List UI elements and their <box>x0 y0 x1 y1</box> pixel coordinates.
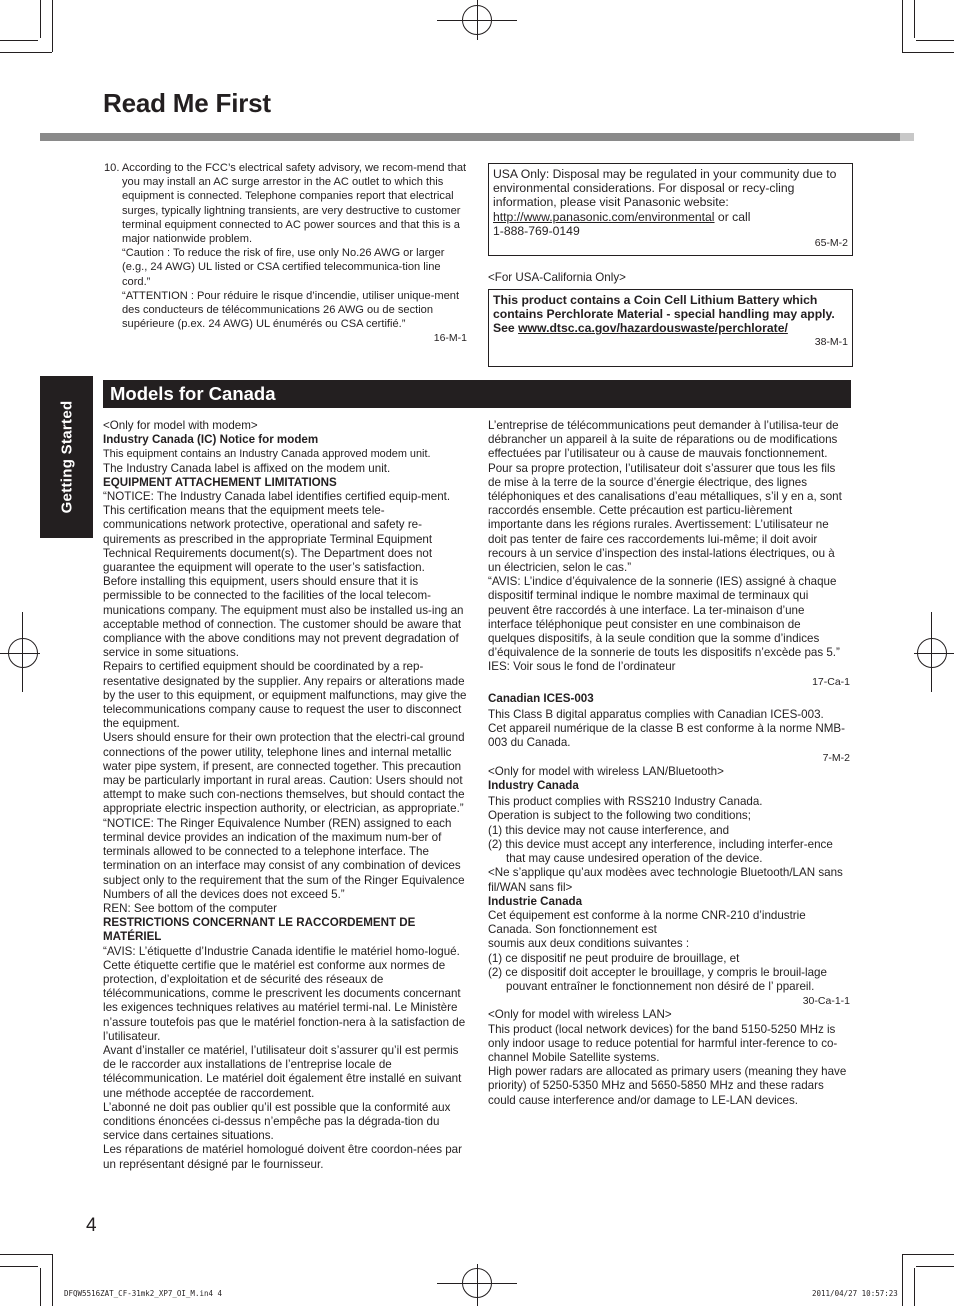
subheading: Canadian ICES-003 <box>488 691 594 705</box>
crop-mark <box>40 0 41 38</box>
paragraph: <Only for model with wireless LAN> <box>488 1008 672 1022</box>
subheading: Industry Canada <box>488 779 579 793</box>
registration-target <box>914 653 954 654</box>
usa-disposal-text: USA Only: Disposal may be regulated in your community due to environmental considerations. For disposal or recy-cling information, please visit Panasonic website: <box>493 167 837 210</box>
paragraph: soumis aux deux conditions suivantes : <box>488 937 690 951</box>
subheading: Industrie Canada <box>488 894 583 908</box>
fcc-advisory <box>104 161 467 346</box>
paragraph: “AVIS: L’indice d’équivalence de la sonnerie (IES) assigné à chaque dispositif terminal indique le nombre maximal de terminaux qui peuvent être raccordés à une interface. La ter-minaison d’une interface téléphonique peut consister en une combinaison de quelques dispositifs, à la seule condition que la somme d’indices d’équivalence de la sonnerie de touts les dispositifs n’excède pas 5.” <box>488 575 840 660</box>
perchlorate-see: See <box>493 321 519 336</box>
registration-target <box>437 20 517 21</box>
subheading: RESTRICTIONS CONCERNANT LE RACCORDEMENT DE MATÉRIEL <box>103 916 416 944</box>
usa-phone: 1-888-769-0149 <box>493 223 580 238</box>
fcc-caution: “Caution : To reduce the risk of fire, use only No.26 AWG or larger (e.g., 24 AWG) UL listed or CSA certified telecommunica-tion line cord.” <box>122 247 445 288</box>
fcc-ref: 16-M-1 <box>433 332 467 345</box>
crop-mark <box>0 40 38 41</box>
numbered-condition: (1) ce dispositif ne peut produire de brouillage, et <box>488 951 740 965</box>
fcc-attention: “ATTENTION : Pour réduire le risque d’incendie, utiliser unique-ment des conducteurs de télécommunications 26 AWG ou de section supérieure (p.ex. 24 AWG) UL énumérés ou CSA certifié.” <box>122 289 460 331</box>
paragraph: This Class B digital apparatus complies with Canadian ICES-003. <box>488 708 824 722</box>
registration-target <box>22 612 23 692</box>
paragraph: L’abonné ne doit pas oublier qu’il est possible que la conformité aux conditions énoncées ci-dessus n’empêche pas la dégrada-tion du service dans certaines situations. <box>103 1100 451 1143</box>
subheading: Industry Canada (IC) Notice for modem <box>103 433 319 447</box>
crop-mark <box>916 40 954 41</box>
crop-mark <box>0 52 52 53</box>
page-title: Read Me First <box>103 88 271 118</box>
paragraph: Operation is subject to the following two conditions; <box>488 809 751 823</box>
paragraph: Repairs to certified equipment should be coordinated by a rep-resentative designated by the supplier. Any repairs or alterations made by the user to this equipment, or equipment malfunctions, may give the telecommunications company cause to request the user to disconnect the equipment. <box>103 660 467 731</box>
section-header <box>103 380 851 408</box>
paragraph: Pour sa propre protection, l’utilisateur doit s’assurer que tous les fils de mise à la terre de la source d’énergie électrique, des lignes téléphoniques et des canalisations d’eau métalliques, s’il y en a, sont raccordés ensemble. Cette précaution est particu-lièrement importante dans les régions rurales. Avertissement: L’utilisateur ne doit pas tenter de faire ces raccordements lui-même; il doit avoir recours à un service d’inspection des instal-lations électriques, ou à un électricien, selon le cas.” <box>488 461 842 575</box>
footer-timestamp: 2011/04/27 10:57:23 <box>812 1289 898 1298</box>
paragraph: L’entreprise de télécommunications peut demander à l’utilisa-teur de débrancher un appareil à la suite de réparations ou de modifications effectuées par l’utilisateur ou à cause de mauvais fonctionnement. <box>488 419 839 461</box>
usa-ref: 65-M-2 <box>814 237 848 250</box>
paragraph: REN: See bottom of the computer <box>103 901 277 915</box>
side-tab <box>40 376 93 538</box>
registration-target <box>931 612 932 692</box>
crop-mark <box>40 1268 41 1306</box>
paragraph: Before installing this equipment, users should ensure that it is permissible to be connected to the facilities of the local telecom-munications company. The equipment must also be installed us-ing an acceptable method of connection. The customer should be aware that compliance with the above conditions may not prevent degradation of service in some situations. <box>103 575 464 660</box>
crop-mark <box>0 1254 52 1255</box>
usa-disposal-box <box>488 163 853 256</box>
paragraph: <Only for model with wireless LAN/Bluetooth> <box>488 764 724 778</box>
registration-target <box>0 653 40 654</box>
footer-file-info: DFQW5516ZAT_CF-31mk2_XP7_OI_M.in4 4 <box>64 1289 223 1298</box>
numbered-condition: (2) ce dispositif doit accepter le brouillage, y compris le brouil-lage pouvant entraîner le fonctionnement non désiré de l’ ppareil. <box>488 965 827 993</box>
numbered-condition: (2) this device must accept any interference, including interfer-ence that may cause undesired operation of the device. <box>488 837 833 866</box>
paragraph: This product complies with RSS210 Industry Canada. <box>488 795 763 809</box>
paragraph: “NOTICE: The Industry Canada label identifies certified equip-ment. This certification means that the equipment meets tele-communications network protective, operational and safety re-quirements as prescribed in the appropriate Terminal Equipment Technical Requirements document(s). The Department does not guarantee the equipment will operate to the user’s satisfaction. <box>103 490 451 575</box>
crop-mark <box>902 1254 954 1255</box>
paragraph: Users should ensure for their own protection that the electri-cal ground connections of the power utility, telephone lines and internal metallic water pipe system, if present, are connected together. This precaution may be particularly important in rural areas. Caution: Users should not attempt to make such con-nections themselves, but should contact the appropriate electric inspection authority, or electrician, as appropriate.” <box>103 731 465 816</box>
paragraph: <Ne s’applique qu’aux modèes avec technologie Bluetooth/LAN sans fil/WAN sans fil> <box>488 866 843 894</box>
subheading: EQUIPMENT ATTACHEMENT LIMITATIONS <box>103 475 337 489</box>
paragraph: This equipment contains an Industry Canada approved modem unit. <box>103 448 431 461</box>
california-heading: <For USA-California Only> <box>488 271 626 284</box>
registration-target <box>437 1283 517 1284</box>
registration-target <box>477 1264 478 1306</box>
page-number: 4 <box>86 1215 97 1236</box>
paragraph: Cet équipement est conforme à la norme CNR-210 d’industrie Canada. Son fonctionnement est <box>488 908 806 937</box>
paragraph: The Industry Canada label is affixed on the modem unit. <box>103 461 391 475</box>
fcc-paragraph: 10. According to the FCC’s electrical safety advisory, we recom-mend that you may install an AC surge arrestor in the AC outlet to which this equipment is connected. Telephone companies report that electrical surges, typically lightning transients, are very destructive to customer terminal equipment connected to AC power sources and that this is a major nationwide problem. <box>104 162 467 246</box>
perchlorate-text: This product contains a Coin Cell Lithium Battery which contains Perchlorate Material - special handling may apply. <box>493 293 835 322</box>
reference-code: 30-Ca-1-1 <box>802 995 850 1008</box>
perchlorate-ref: 38-M-1 <box>814 335 848 348</box>
crop-mark <box>914 0 915 38</box>
title-rule <box>40 133 914 141</box>
title-rule-end <box>900 133 914 141</box>
paragraph: This product (local network devices) for the band 5150-5250 MHz is only indoor usage to reduce potential for harmful inter-ference to co-channel Mobile Satellite systems. <box>488 1022 838 1064</box>
left-column <box>103 419 467 1172</box>
crop-mark <box>916 1266 954 1267</box>
crop-mark <box>902 0 903 52</box>
crop-mark <box>914 1268 915 1306</box>
paragraph: “AVIS: L’étiquette d’Industrie Canada identifie le matériel homo-logué. Cette étiquette certifie que le matériel est conforme aux normes de protection, d’exploitation et de sécurité des réseaux de télécommunications, comme le prescrivent les documents concernant les exigences techniques relatives au matériel termi-nal. Le Ministère n’assure toutefois pas que le matériel fonction-nera à la satisfaction de l’utilisateur. <box>103 944 466 1043</box>
section-title: Models for Canada <box>110 383 276 404</box>
paragraph: “NOTICE: The Ringer Equivalence Number (REN) assigned to each terminal device provides an indication of the maximum num-ber of terminals allowed to be connected to a telephone interface. The termination on an interface may consist of any combination of devices subject only to the requirement that the sum of the Ringer Equivalence Numbers of all the devices does not exceed 5.” <box>103 816 465 901</box>
paragraph: Avant d’installer ce matériel, l’utilisateur doit s’assurer qu’il est permis de le raccorder aux installations de l’entreprise locale de télécommunication. Le matériel doit également être installé en suivant une méthode acceptée de raccordement. <box>103 1043 462 1100</box>
crop-mark <box>902 1254 903 1306</box>
paragraph: IES: Voir sous le fond de l’ordinateur <box>488 660 676 674</box>
reference-code: 17-Ca-1 <box>812 675 850 688</box>
paragraph: <Only for model with modem> <box>103 419 258 432</box>
right-column <box>488 419 850 1108</box>
crop-mark <box>52 0 53 52</box>
reference-code: 7-M-2 <box>822 751 850 764</box>
crop-mark <box>902 52 954 53</box>
crop-mark <box>52 1254 53 1306</box>
dtsc-link[interactable]: www.dtsc.ca.gov/hazardouswaste/perchlorate/ <box>518 321 788 336</box>
numbered-condition: (1) this device may not cause interference, and <box>488 823 730 837</box>
usa-call-text: or call <box>714 209 751 224</box>
crop-mark <box>0 1266 38 1267</box>
side-tab-label: Getting Started <box>58 400 75 514</box>
paragraph: Cet appareil numérique de la classe B est conforme à la norme NMB-003 du Canada. <box>488 722 845 750</box>
panasonic-environment-link[interactable]: http://www.panasonic.com/environmental <box>493 209 715 224</box>
paragraph: Les réparations de matériel homologué doivent être coordon-nées par un représentant désigné par le fournisseur. <box>103 1143 462 1171</box>
paragraph: High power radars are allocated as primary users (meaning they have priority) of 5250-5350 MHz and 5650-5850 MHz and these radars could cause interference and/or damage to LE-LAN devices. <box>488 1065 847 1107</box>
perchlorate-box <box>488 289 853 367</box>
